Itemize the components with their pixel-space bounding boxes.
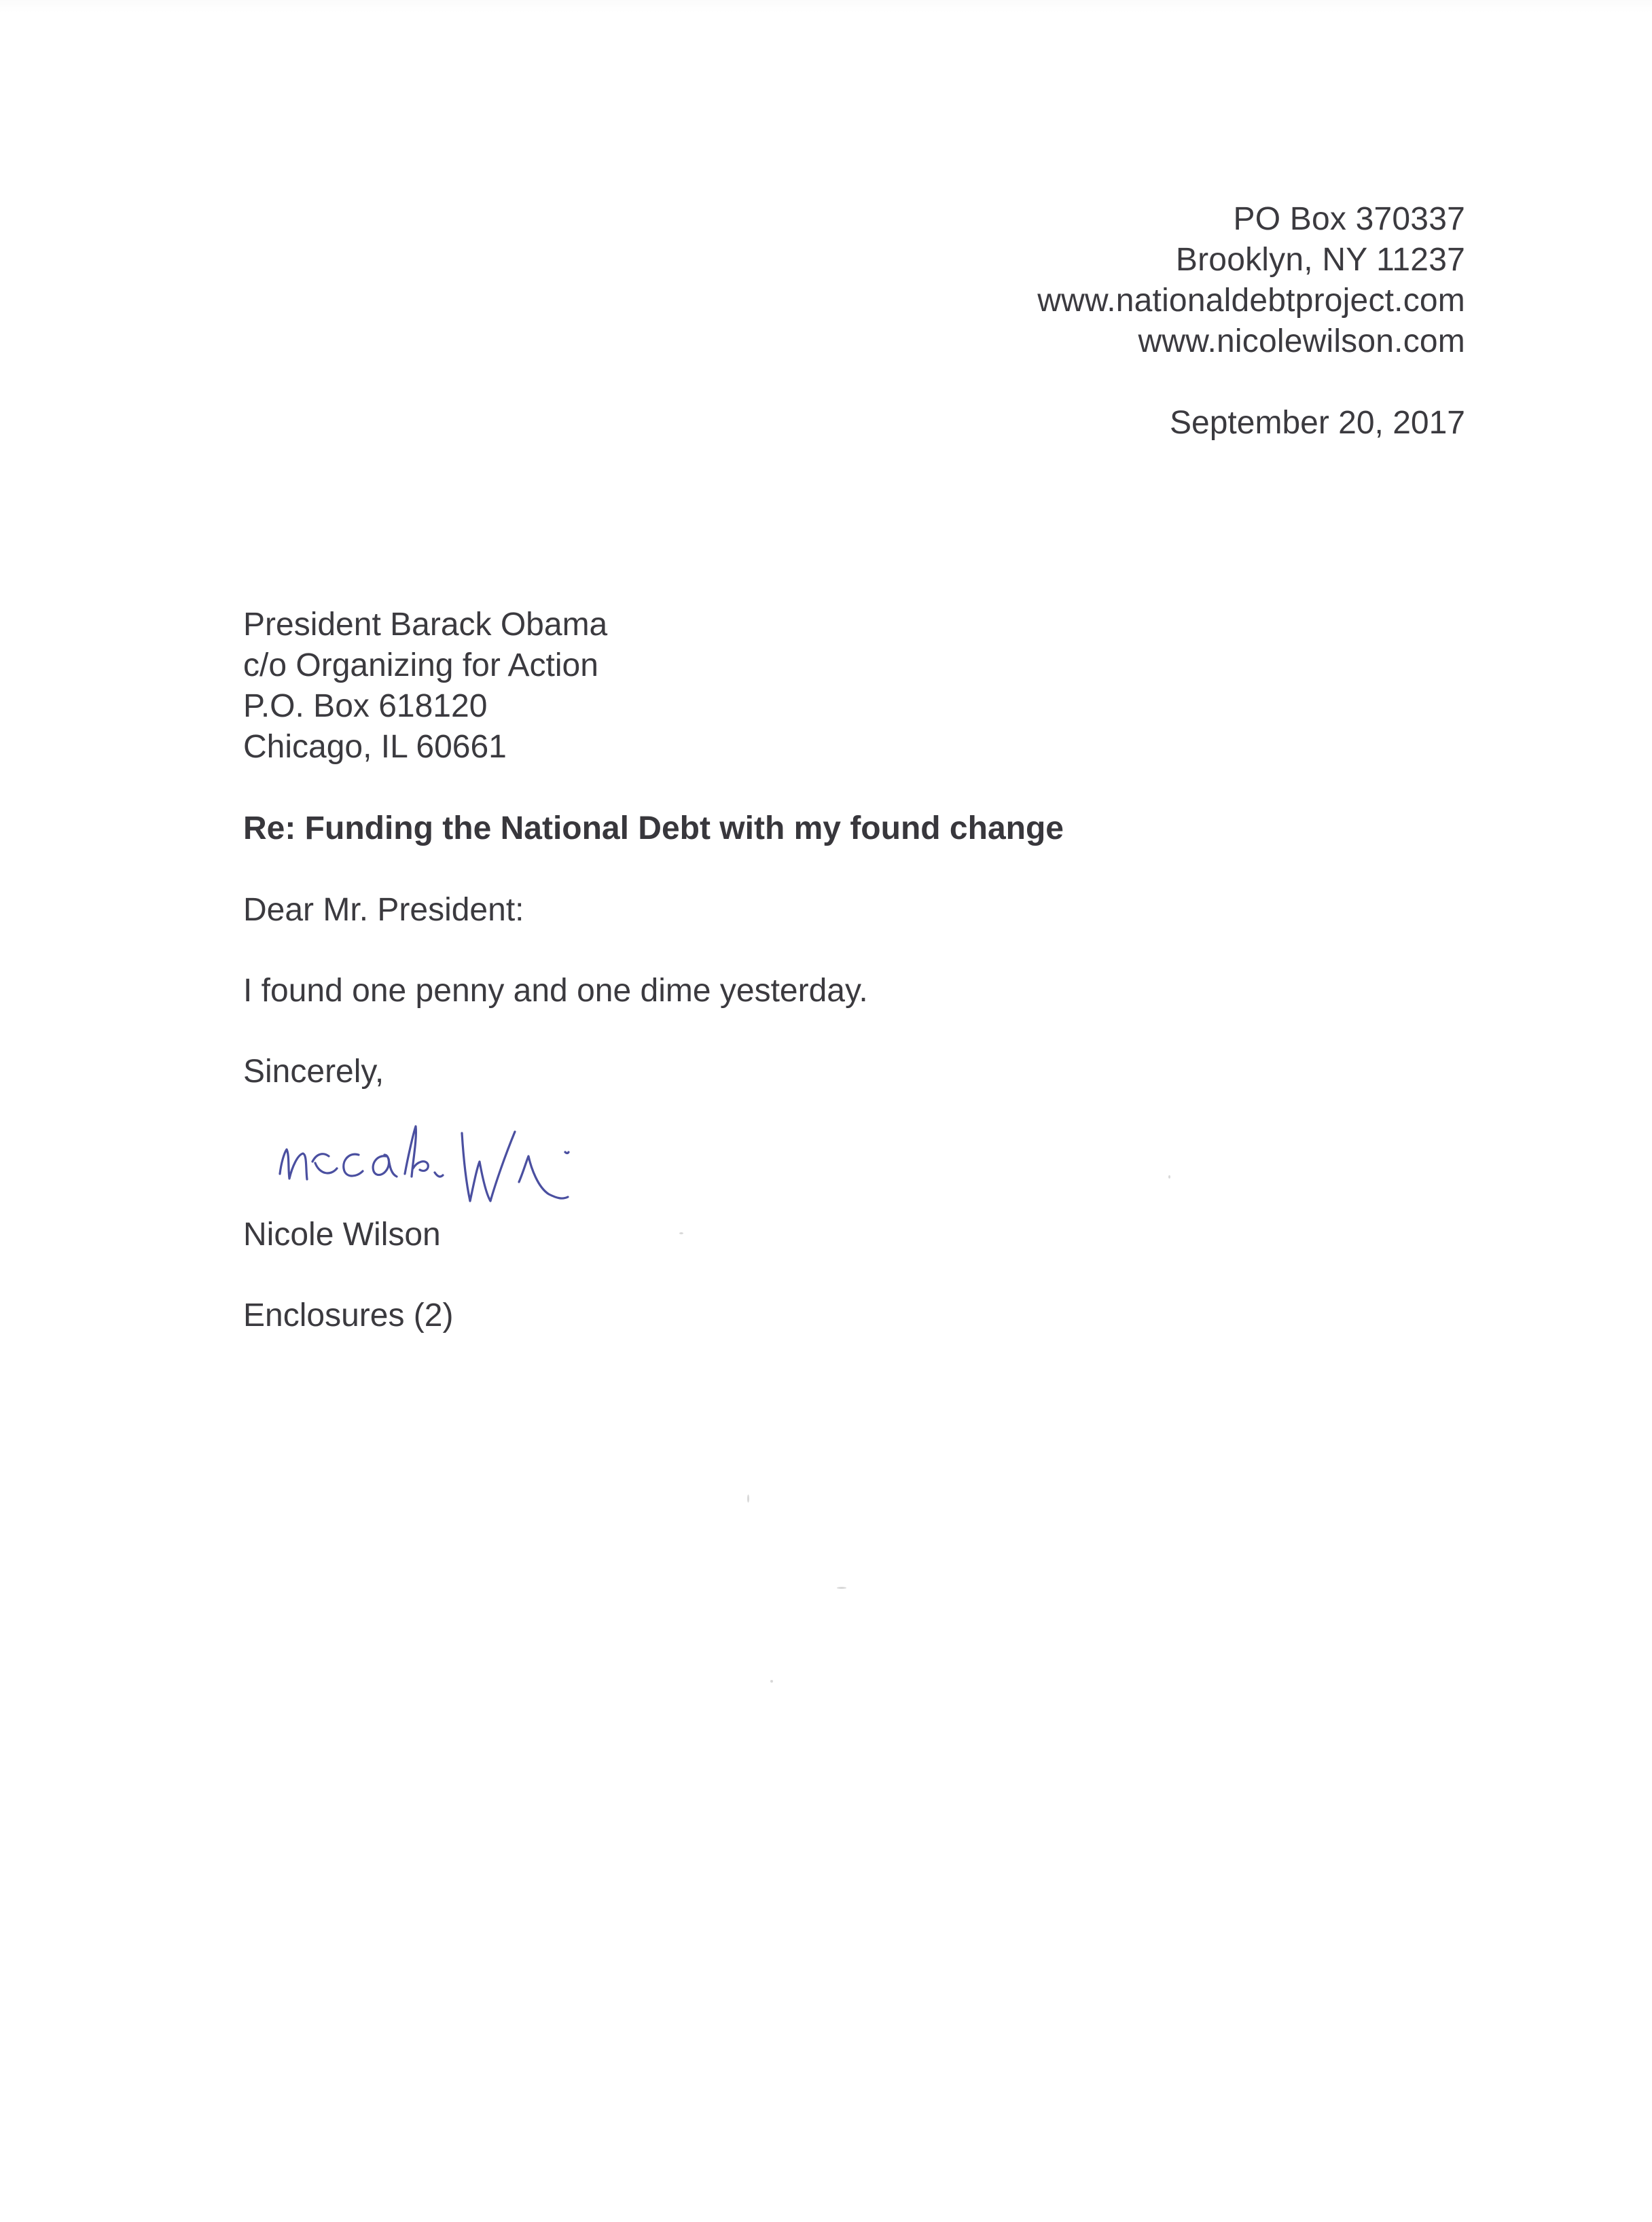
scan-speck	[1168, 1175, 1170, 1179]
sender-city-state-zip: Brooklyn, NY 11237	[1175, 242, 1465, 278]
sender-website-project: www.nationaldebtproject.com	[1037, 283, 1465, 319]
recipient-name: President Barack Obama	[243, 607, 608, 643]
salutation: Dear Mr. President:	[243, 892, 524, 928]
signer-name: Nicole Wilson	[243, 1217, 441, 1253]
recipient-city-state-zip: Chicago, IL 60661	[243, 729, 507, 765]
sender-website-personal: www.nicolewilson.com	[1138, 323, 1465, 359]
scan-speck	[679, 1232, 683, 1234]
letter-date: September 20, 2017	[1170, 405, 1465, 441]
sender-po-box: PO Box 370337	[1233, 201, 1465, 237]
handwritten-signature	[272, 1114, 625, 1216]
scan-speck	[770, 1680, 773, 1683]
scan-speck	[837, 1587, 846, 1589]
scan-speck	[747, 1494, 749, 1503]
recipient-po-box: P.O. Box 618120	[243, 688, 488, 724]
enclosures-note: Enclosures (2)	[243, 1297, 454, 1333]
recipient-care-of: c/o Organizing for Action	[243, 647, 598, 683]
closing: Sincerely,	[243, 1054, 384, 1090]
sender-address-block	[1037, 199, 1465, 362]
letter-body: I found one penny and one dime yesterday.	[243, 973, 868, 1009]
recipient-address-block	[243, 605, 607, 768]
subject-line: Re: Funding the National Debt with my found change	[243, 810, 1064, 846]
